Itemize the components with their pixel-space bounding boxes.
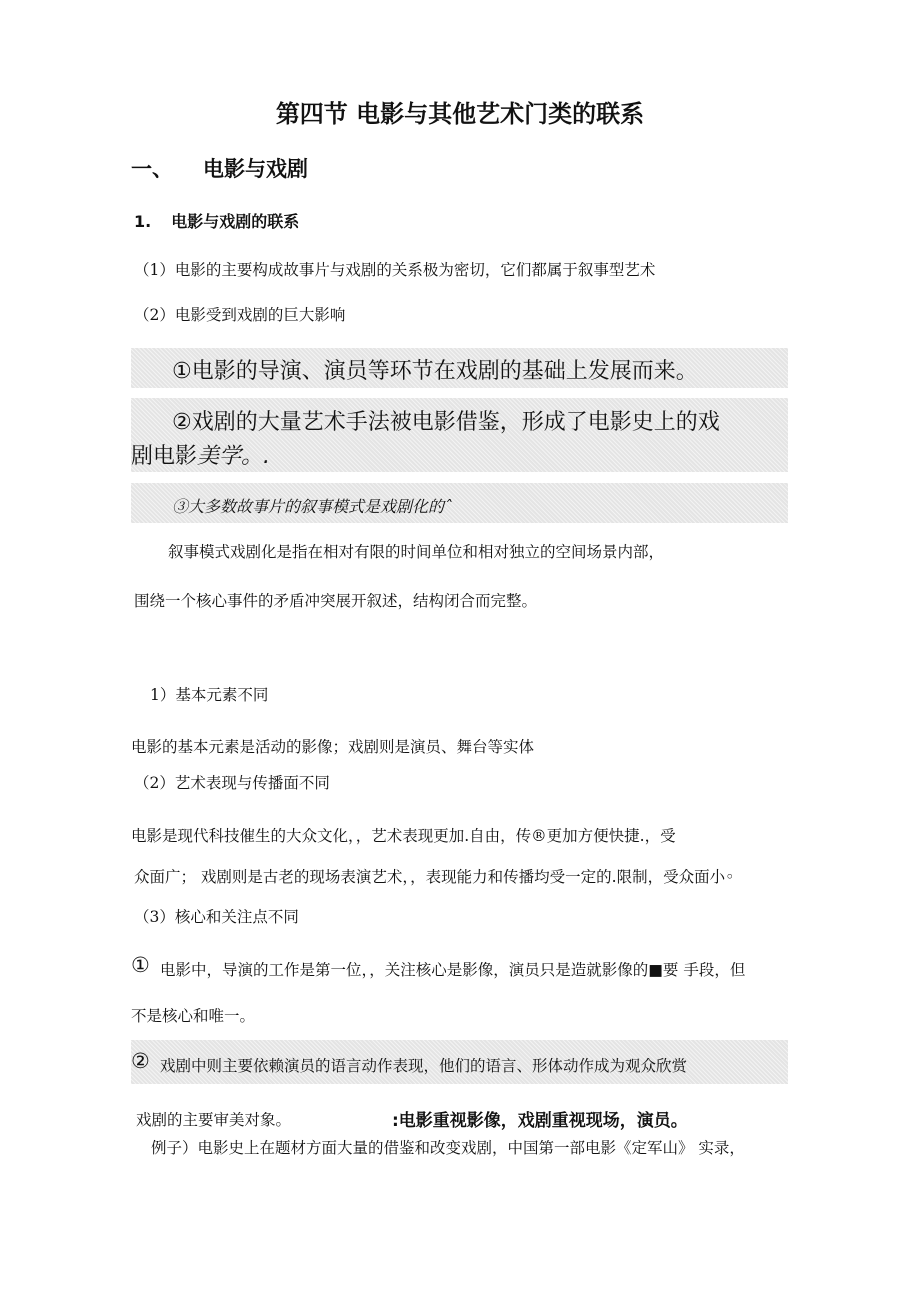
highlight-text-3: ③大多数故事片的叙事模式是戏剧化的ˆ bbox=[172, 497, 453, 516]
paragraph-5: 电影的基本元素是活动的影像；戏剧则是演员、舞台等实体 bbox=[131, 738, 535, 756]
subsection-title: 电影与戏剧的联系 bbox=[171, 212, 300, 231]
circled-number-1: ① bbox=[131, 953, 150, 977]
paragraph-6: 电影是现代科技催生的大众文化，，艺术表现更加.自由，传®更加方便快捷.，受 bbox=[131, 827, 676, 845]
circled-number-2: ② bbox=[131, 1049, 150, 1073]
highlight-text-1: ①电影的导演、演员等环节在戏剧的基础上发展而来。 bbox=[172, 359, 698, 384]
paragraph-10: 戏剧的主要审美对象。 bbox=[136, 1111, 292, 1129]
highlight-text-2-line1: ②戏剧的大量艺术手法被电影借鉴，形成了电影史上的戏 bbox=[172, 410, 720, 435]
section-title: 电影与戏剧 bbox=[203, 157, 308, 181]
paragraph-1: （1）电影的主要构成故事片与戏剧的关系极为密切，它们都属于叙事型艺术 bbox=[134, 261, 656, 279]
highlight-text-2-line2-a: 剧电影 bbox=[131, 444, 198, 469]
subsection-number: 1. bbox=[134, 212, 152, 231]
list-item-2: （2）艺术表现与传播面不同 bbox=[134, 774, 330, 792]
page-title: 第四节 电影与其他艺术门类的联系 bbox=[275, 100, 645, 128]
paragraph-9: 不是核心和唯一。 bbox=[131, 1007, 256, 1025]
section-heading bbox=[131, 153, 308, 183]
highlight-text-2-line2-b: 美学。. bbox=[197, 444, 271, 469]
paragraph-7: 众面广； 戏剧则是古老的现场表演艺术，，表现能力和传播均受一定的.限制，受众面小◦ bbox=[134, 868, 735, 886]
paragraph-2: （2）电影受到戏剧的巨大影响 bbox=[134, 306, 346, 324]
list-item-3: （3）核心和关注点不同 bbox=[134, 908, 299, 926]
summary-statement: :电影重视影像，戏剧重视现场，演员。 bbox=[392, 1111, 688, 1131]
highlight-text-4: 戏剧中则主要依赖演员的语言动作表现，他们的语言、形体动作成为观众欣赏 bbox=[160, 1057, 688, 1075]
paragraph-3: 叙事模式戏剧化是指在相对有限的时间单位和相对独立的空间场景内部， bbox=[168, 543, 665, 561]
section-number: 一、 bbox=[131, 157, 173, 181]
paragraph-4: 围绕一个核心事件的矛盾冲突展开叙述，结构闭合而完整。 bbox=[134, 592, 538, 610]
paragraph-11: 例子）电影史上在题材方面大量的借鉴和改变戏剧，中国第一部电影《定军山》 实录， bbox=[151, 1139, 745, 1157]
list-item-1: 1）基本元素不同 bbox=[150, 686, 269, 704]
subsection-heading bbox=[134, 209, 299, 232]
paragraph-8: 电影中，导演的工作是第一位，，关注核心是影像，演员只是造就影像的■要 手段，但 bbox=[160, 961, 746, 979]
highlight-text-2-line2 bbox=[131, 439, 270, 470]
